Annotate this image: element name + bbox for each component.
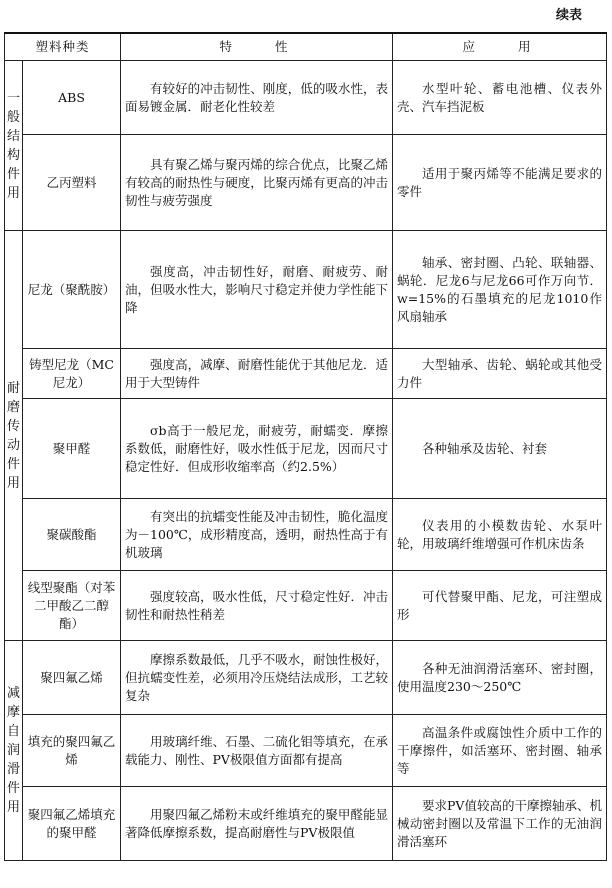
- plastics-table: [4, 32, 607, 861]
- plastic-application: 各种无油润滑活塞环、密封圈，使用温度230～250℃: [393, 641, 607, 715]
- table-row: [5, 715, 607, 787]
- table-row: [5, 641, 607, 715]
- table-row: [5, 61, 607, 135]
- header-type: 塑料种类: [5, 33, 121, 61]
- plastic-property: 摩擦系数最低，几乎不吸水，耐蚀性极好，但抗蠕变性差，必须用冷压烧结法成形，工艺较复杂: [121, 641, 393, 715]
- continued-label: 续表: [555, 8, 582, 23]
- plastic-application: 高温条件或腐蚀性介质中工作的干摩擦件，如活塞环、密封圈、轴承等: [393, 715, 607, 787]
- plastic-application: 水型叶轮、蓄电池槽、仪表外壳、汽车挡泥板: [393, 61, 607, 135]
- plastic-name: 聚碳酸酯: [23, 499, 121, 571]
- plastic-application: 要求PV值较高的干摩擦轴承、机械动密封圈以及常温下工作的无油润滑活塞环: [393, 787, 607, 861]
- table-row: [5, 399, 607, 499]
- category-cell: [5, 641, 23, 861]
- category-label: 减摩自润滑件用: [6, 686, 20, 815]
- table-row: [5, 135, 607, 231]
- header-property: 特 性: [121, 33, 393, 61]
- table-row: [5, 349, 607, 399]
- plastic-property: 有较好的冲击韧性、刚度，低的吸水性，表面易镀金属．耐老化性较差: [121, 61, 393, 135]
- plastic-property: σb高于一般尼龙，耐疲劳，耐蠕变．摩擦系数低，耐磨性好，吸水性低于尼龙，因而尺寸稳定性好．但成形收缩率高（约2.5%）: [121, 399, 393, 499]
- plastic-application: 仪表用的小模数齿轮、水泵叶轮，用玻璃纤维增强可作机床齿条: [393, 499, 607, 571]
- category-cell: [5, 61, 23, 231]
- table-row: [5, 499, 607, 571]
- plastic-property: 具有聚乙烯与聚丙烯的综合优点，比聚乙烯有较高的耐热性与硬度，比聚丙烯有更高的冲击韧性与疲劳强度: [121, 135, 393, 231]
- plastic-application: 轴承、密封圈、凸轮、联轴器、蜗轮．尼龙6与尼龙66可作万向节．w=15%的石墨填充的尼龙1010作风扇轴承: [393, 231, 607, 349]
- plastic-property: 有突出的抗蠕变性能及冲击韧性，脆化温度为－100℃，成形精度高，透明，耐热性高于有机玻璃: [121, 499, 393, 571]
- plastic-property: 强度高，减摩、耐磨性能优于其他尼龙．适用于大型铸件: [121, 349, 393, 399]
- plastic-application: 大型轴承、齿轮、蜗轮或其他受力件: [393, 349, 607, 399]
- plastic-application: 可代替聚甲酯、尼龙，可注塑成形: [393, 571, 607, 641]
- plastic-name: 尼龙（聚酰胺）: [23, 231, 121, 349]
- plastic-name: ABS: [23, 61, 121, 135]
- plastic-application: 各种轴承及齿轮、衬套: [393, 399, 607, 499]
- plastic-property: 强度较高，吸水性低，尺寸稳定性好．冲击韧性和耐热性稍差: [121, 571, 393, 641]
- category-cell: [5, 231, 23, 641]
- plastic-name: 聚甲醛: [23, 399, 121, 499]
- plastic-name: 线型聚酯（对苯二甲酸乙二醇酯）: [23, 571, 121, 641]
- category-label: 耐磨传动件用: [6, 380, 20, 491]
- header-row: [5, 33, 607, 61]
- plastic-name: 乙丙塑料: [23, 135, 121, 231]
- plastic-name: 聚四氟乙烯: [23, 641, 121, 715]
- plastic-property: 用玻璃纤维、石墨、二硫化钼等填充，在承载能力、刚性、PV极限值方面都有提高: [121, 715, 393, 787]
- plastic-name: 聚四氟乙烯填充的聚甲醛: [23, 787, 121, 861]
- header-application: 应 用: [393, 33, 607, 61]
- plastic-property: 强度高，冲击韧性好，耐磨、耐疲劳、耐油，但吸水性大，影响尺寸稳定并使力学性能下降: [121, 231, 393, 349]
- table-row: [5, 571, 607, 641]
- plastic-name: 铸型尼龙（MC尼龙）: [23, 349, 121, 399]
- plastic-application: 适用于聚丙烯等不能满足要求的零件: [393, 135, 607, 231]
- category-label: 一般结构件用: [6, 90, 20, 201]
- table-row: [5, 231, 607, 349]
- plastic-property: 用聚四氟乙烯粉末或纤维填充的聚甲醛能显著降低摩擦系数，提高耐磨性与PV极限值: [121, 787, 393, 861]
- table-row: [5, 787, 607, 861]
- plastic-name: 填充的聚四氟乙烯: [23, 715, 121, 787]
